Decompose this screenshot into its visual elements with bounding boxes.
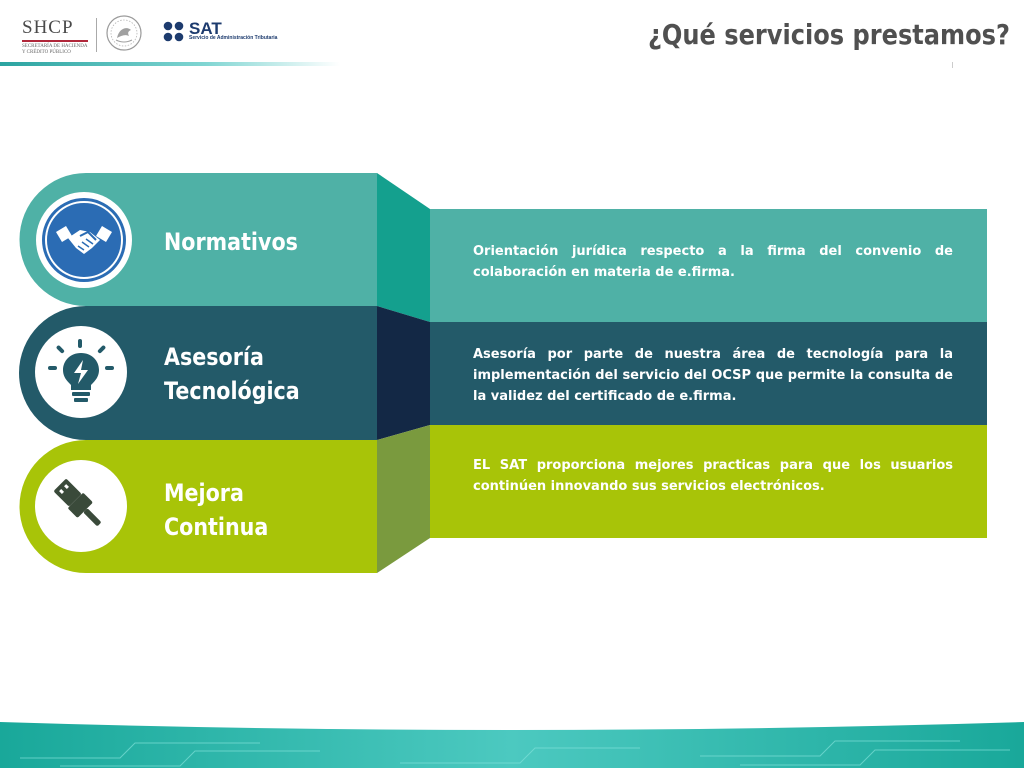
service-title-mejora [164,476,268,544]
service-title-mejora-line1: Mejora [164,479,244,507]
service-title-asesoria-line2: Tecnológica [164,377,300,405]
service-description-asesoria: Asesoría por parte de nuestra área de tecnología para la implementación del servicio del OCSP que permite la consulta de la validez del certificado de e.firma. [473,347,953,404]
service-title-mejora-line2: Continua [164,513,269,541]
service-title-asesoria-line1: Asesoría [164,343,264,371]
shcp-subtitle: SECRETARÍA DE HACIENDA Y CRÉDITO PÚBLICO [22,44,88,55]
sat-subtitle: Servicio de Administración Tributaria [189,35,278,41]
footer-band [0,718,1024,768]
fold-mejora [377,425,430,573]
service-title-normativos: Normativos [164,228,298,256]
shcp-title: SHCP [22,17,74,38]
fold-asesoria [377,306,430,440]
service-description-normativos: Orientación jurídica respecto a la firma del convenio de colaboración en materia de e.firma. [473,244,953,280]
fold-normativos [377,173,430,322]
page-title: ¿Qué servicios prestamos? [647,18,1010,51]
sat-name: SAT [189,19,222,38]
service-title-asesoria [164,340,300,408]
service-description-mejora: EL SAT proporciona mejores practicas para que los usuarios continúen innovando sus servicios electrónicos. [473,458,953,494]
